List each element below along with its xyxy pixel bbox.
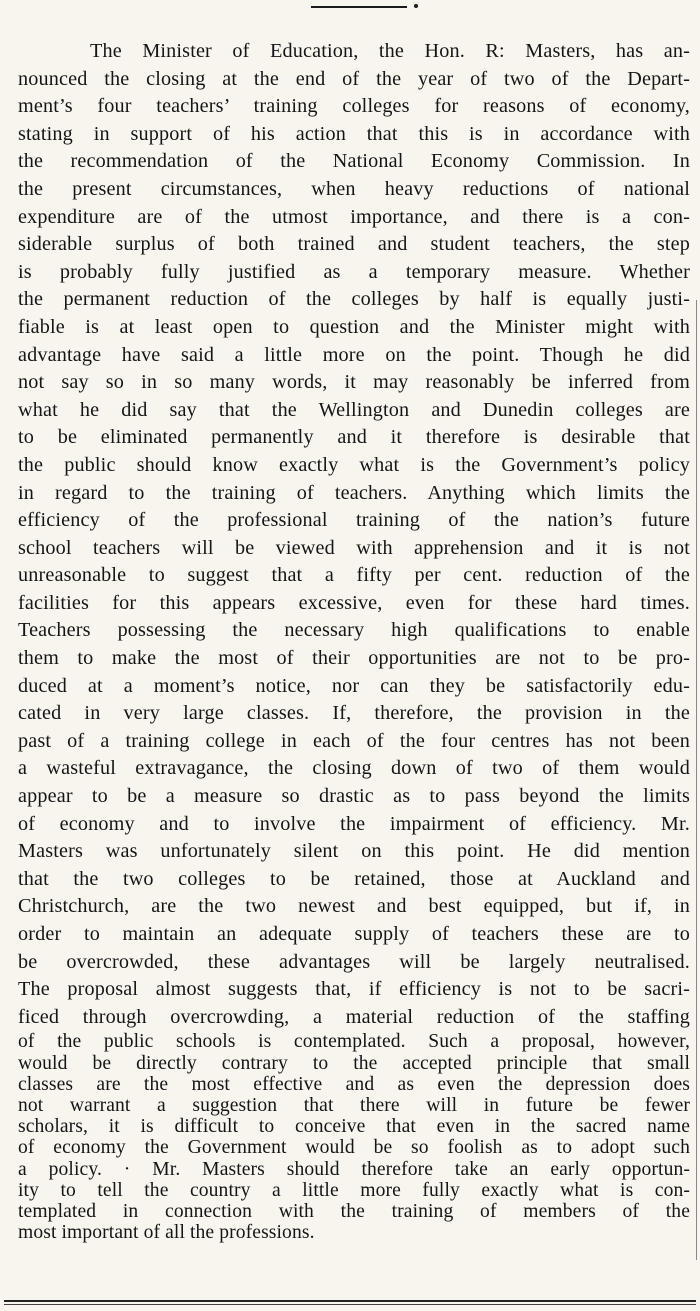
article-line: The Minister of Education, the Hon. R: Masters, has an- xyxy=(90,40,690,62)
article-line: to be eliminated permanently and it therefore is desirable that xyxy=(18,426,690,449)
article-line: school teachers will be viewed with apprehension and it is not xyxy=(18,536,690,559)
article-line: the recommendation of the National Economy Commission. In xyxy=(18,150,690,173)
article-line: is probably fully justified as a temporary measure. Whether xyxy=(18,260,690,283)
article-line: classes are the most effective and as even the depression does xyxy=(18,1073,690,1095)
editorial-article xyxy=(18,38,690,1243)
article-line: stating in support of his action that this is in accordance with xyxy=(18,122,690,145)
article-line: not warrant a suggestion that there will in future be fewer xyxy=(18,1094,690,1116)
article-line: fiable is at least open to question and the Minister might with xyxy=(18,315,690,338)
article-line: cated in very large classes. If, therefore, the provision in the xyxy=(18,702,690,725)
article-line: templated in connection with the training of members of the xyxy=(18,1200,690,1222)
article-line: be overcrowded, these advantages will be largely neutralised. xyxy=(18,950,690,973)
article-line: The proposal almost suggests that, if efficiency is not to be sacri- xyxy=(18,978,690,1001)
article-line: facilities for this appears excessive, even for these hard times. xyxy=(18,591,690,614)
article-line: appear to be a measure so drastic as to pass beyond the limits xyxy=(18,785,690,808)
article-line: ity to tell the country a little more fully exactly what is con- xyxy=(18,1179,690,1201)
article-line: that the two colleges to be retained, those at Auckland and xyxy=(18,867,690,890)
footer-rule-thin xyxy=(4,1304,696,1305)
header-rule xyxy=(311,6,407,8)
article-line: Masters was unfortunately silent on this point. He did mention xyxy=(18,840,690,863)
article-line: expenditure are of the utmost importance, and there is a con- xyxy=(18,205,690,228)
article-line: a policy. · Mr. Masters should therefore take an early opportun- xyxy=(18,1158,690,1180)
article-line: the present circumstances, when heavy reductions of national xyxy=(18,177,690,200)
article-line: of the public schools is contemplated. Such a proposal, however, xyxy=(18,1031,690,1053)
article-line: nounced the closing at the end of the year of two of the Depart- xyxy=(18,67,690,90)
article-line: advantage have said a little more on the point. Though he did xyxy=(18,343,690,366)
article-line: duced at a moment’s notice, nor can they be satisfactorily edu- xyxy=(18,674,690,697)
article-line: efficiency of the professional training of the nation’s future xyxy=(18,509,690,532)
article-line: in regard to the training of teachers. Anything which limits the xyxy=(18,481,690,504)
article-line: Teachers possessing the necessary high qualifications to enable xyxy=(18,619,690,642)
article-line: ficed through overcrowding, a material reduction of the staffing xyxy=(18,1005,690,1028)
article-line: siderable surplus of both trained and student teachers, the step xyxy=(18,233,690,256)
article-line: not say so in so many words, it may reasonably be inferred from xyxy=(18,371,690,394)
article-line: would be directly contrary to the accepted principle that small xyxy=(18,1052,690,1074)
article-line: a wasteful extravagance, the closing down of two of them would xyxy=(18,757,690,780)
article-line: unreasonable to suggest that a fifty per cent. reduction of the xyxy=(18,564,690,587)
article-line: the permanent reduction of the colleges by half is equally justi- xyxy=(18,288,690,311)
column-edge xyxy=(696,300,697,1260)
article-line: of economy the Government would be so foolish as to adopt such xyxy=(18,1137,690,1159)
article-line: scholars, it is difficult to conceive that even in the sacred name xyxy=(18,1116,690,1138)
header-dot xyxy=(414,4,418,8)
article-line: them to make the most of their opportunities are not to be pro- xyxy=(18,647,690,670)
article-line: what he did say that the Wellington and Dunedin colleges are xyxy=(18,398,690,421)
footer-rule xyxy=(4,1300,696,1302)
article-line: of economy and to involve the impairment of efficiency. Mr. xyxy=(18,812,690,835)
article-line: the public should know exactly what is the Government’s policy xyxy=(18,453,690,476)
article-line: most important of all the professions. xyxy=(18,1222,315,1244)
article-line: past of a training college in each of the four centres has not been xyxy=(18,729,690,752)
article-line: Christchurch, are the two newest and best equipped, but if, in xyxy=(18,895,690,918)
article-line: ment’s four teachers’ training colleges for reasons of economy, xyxy=(18,95,690,118)
article-line: order to maintain an adequate supply of teachers these are to xyxy=(18,923,690,945)
